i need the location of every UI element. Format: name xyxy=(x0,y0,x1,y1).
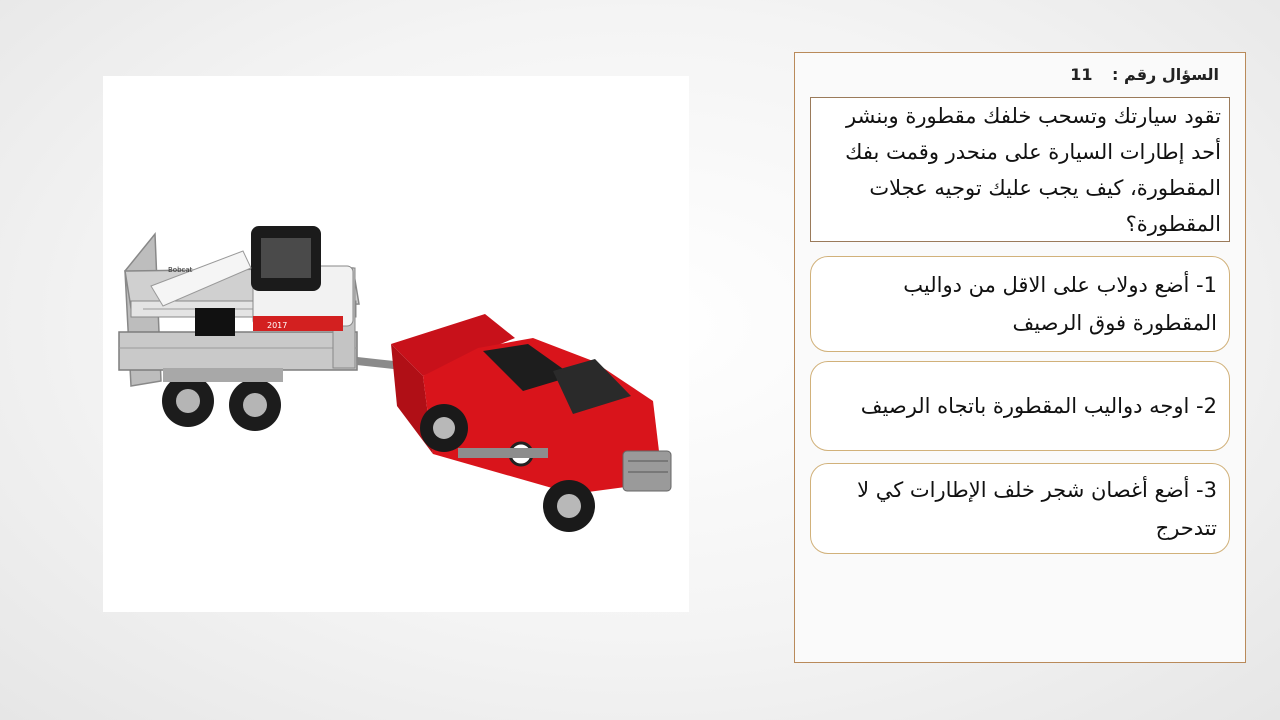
illustration-image xyxy=(103,76,689,612)
answer-option-label: 2- اوجه دواليب المقطورة باتجاه الرصيف xyxy=(860,394,1217,418)
answer-option-3[interactable] xyxy=(810,463,1230,554)
answer-option-1[interactable] xyxy=(810,256,1230,352)
answer-option-2[interactable] xyxy=(810,361,1230,451)
question-text: تقود سيارتك وتسحب خلفك مقطورة وبنشر أحد إطارات السيارة على منحدر وقمت بفك المقطورة، كيف يجب عليك توجيه عجلات المقطورة؟ xyxy=(810,97,1230,242)
brand-label: Bobcat xyxy=(168,266,193,274)
answer-option-label: 1- أضع دولاب على الاقل من دواليب المقطورة فوق الرصيف xyxy=(903,273,1217,335)
model-number: 2017 xyxy=(267,321,288,330)
pickup-truck xyxy=(391,314,671,532)
question-header xyxy=(1070,65,1219,84)
question-label: السؤال رقم : xyxy=(1112,65,1219,84)
question-number: 11 xyxy=(1070,65,1093,84)
answer-option-label: 3- أضع أغصان شجر خلف الإطارات كي لا تتدحرج xyxy=(857,477,1217,540)
question-panel xyxy=(794,52,1246,663)
excavator xyxy=(151,226,353,336)
